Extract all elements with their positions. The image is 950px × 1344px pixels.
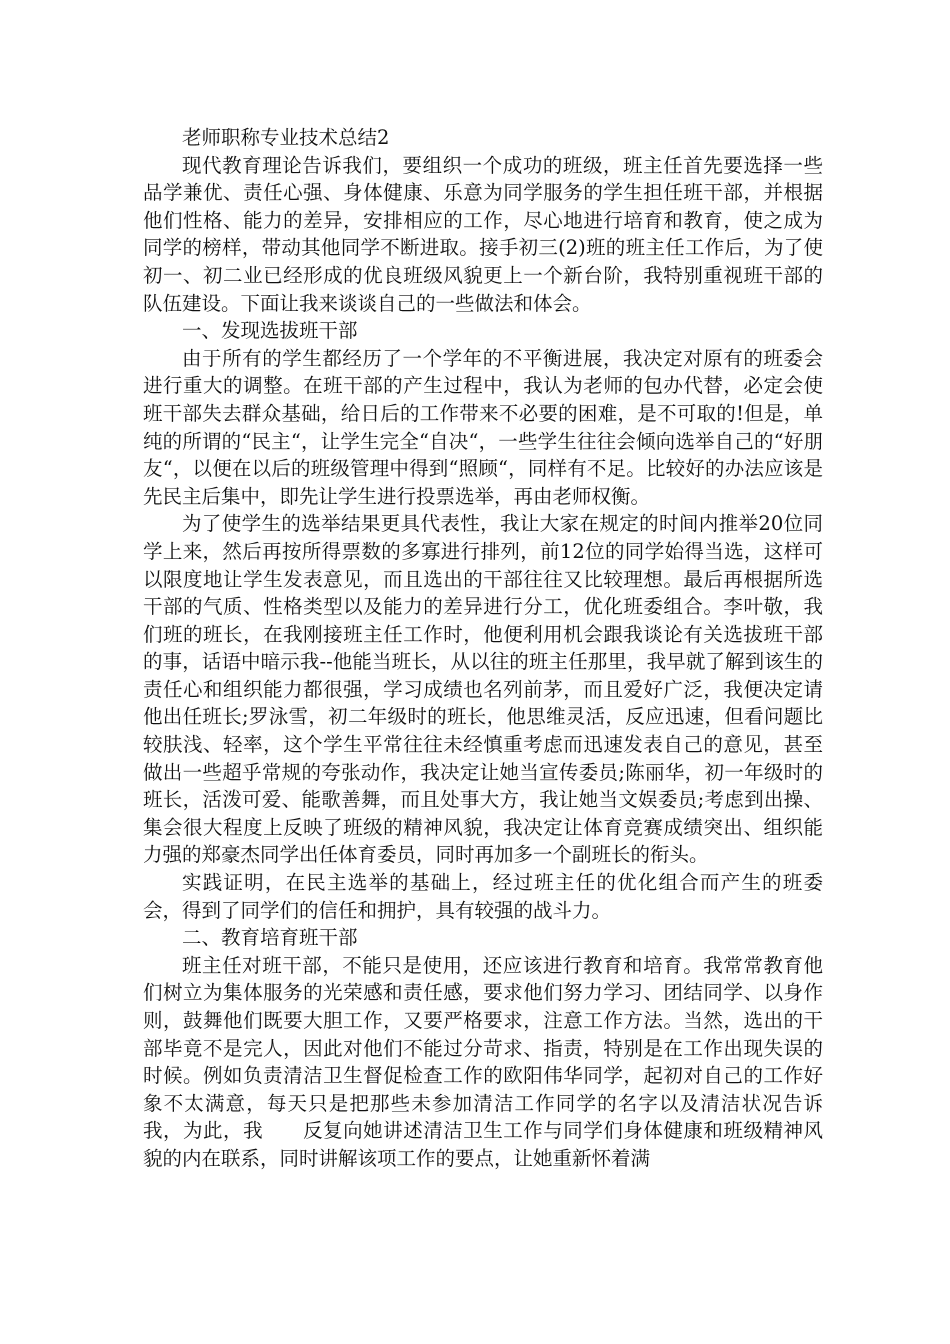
document-body <box>143 124 823 1173</box>
paragraph: 实践证明，在民主选举的基础上，经过班主任的优化组合而产生的班委会，得到了同学们的信任和拥护，具有较强的战斗力。 <box>143 871 823 922</box>
paragraph: 为了使学生的选举结果更具代表性，我让大家在规定的时间内推举20位同学上来，然后再按所得票数的多寡进行排列，前12位的同学始得当选，这样可以限度地让学生发表意见，而且选出的干部往往又比较理想。最后再根据所选干部的气质、性格类型以及能力的差异进行分工，优化班委组合。李叶敬，我们班的班长，在我刚接班主任工作时，他便利用机会跟我谈论有关选拔班干部的事，话语中暗示我--他能当班长，从以往的班主任那里，我早就了解到该生的责任心和组织能力都很强，学习成绩也名列前茅，而且爱好广泛，我便决定请他出任班长;罗泳雪，初二年级时的班长，他思维灵活，反应迅速，但看问题比较肤浅、轻率，这个学生平常往往未经慎重考虑而迅速发表自己的意见，甚至做出一些超乎常规的夸张动作，我决定让她当宣传委员;陈丽华，初一年级时的班长，活泼可爱、能歌善舞，而且处事大方，我让她当文娱委员;考虑到出操、集会很大程度上反映了班级的精神风貌，我决定让体育竞赛成绩突出、组织能力强的郑豪杰同学出任体育委员，同时再加多一个副班长的衔头。 <box>143 512 823 867</box>
document-title: 老师职称专业技术总结2 <box>182 126 390 149</box>
section-heading-1: 一、发现选拔班干部 <box>182 319 358 343</box>
paragraph: 由于所有的学生都经历了一个学年的不平衡进展，我决定对原有的班委会进行重大的调整。在班干部的产生过程中，我认为老师的包办代替，必定会使班干部失去群众基础，给日后的工作带来不必要的困难，是不可取的!但是，单纯的所谓的“民主“，让学生完全“自决“，一些学生往往会倾向选举自己的“好朋友“，以便在以后的班级管理中得到“照顾“，同样有不足。比较好的办法应该是先民主后集中，即先让学生进行投票选举，再由老师权衡。 <box>143 346 823 508</box>
section-heading-2: 二、教育培育班干部 <box>182 926 358 950</box>
paragraph: 班主任对班干部，不能只是使用，还应该进行教育和培育。我常常教育他们树立为集体服务的光荣感和责任感，要求他们努力学习、团结同学、以身作则，鼓舞他们既要大胆工作，又要严格要求，注意工作方法。当然，选出的干部毕竟不是完人，因此对他们不能过分苛求、指责，特别是在工作出现失误的时候。例如负责清洁卫生督促检查工作的欧阳伟华同学，起初对自己的工作好象不太满意，每天只是把那些未参加清洁工作同学的名字以及清洁状况告诉我，为此，我 反复向她讲述清洁卫生工作与同学们身体健康和班级精神风貌的内在联系，同时讲解该项工作的要点，让她重新怀着满 <box>143 953 823 1170</box>
paragraph-intro: 现代教育理论告诉我们，要组织一个成功的班级，班主任首先要选择一些品学兼优、责任心强、身体健康、乐意为同学服务的学生担任班干部，并根据他们性格、能力的差异，安排相应的工作，尽心地进行培育和教育，使之成为同学的榜样，带动其他同学不断进取。接手初三(2)班的班主任工作后，为了使初一、初二业已经形成的优良班级风貌更上一个新台阶，我特别重视班干部的队伍建设。下面让我来谈谈自己的一些做法和体会。 <box>143 153 823 315</box>
